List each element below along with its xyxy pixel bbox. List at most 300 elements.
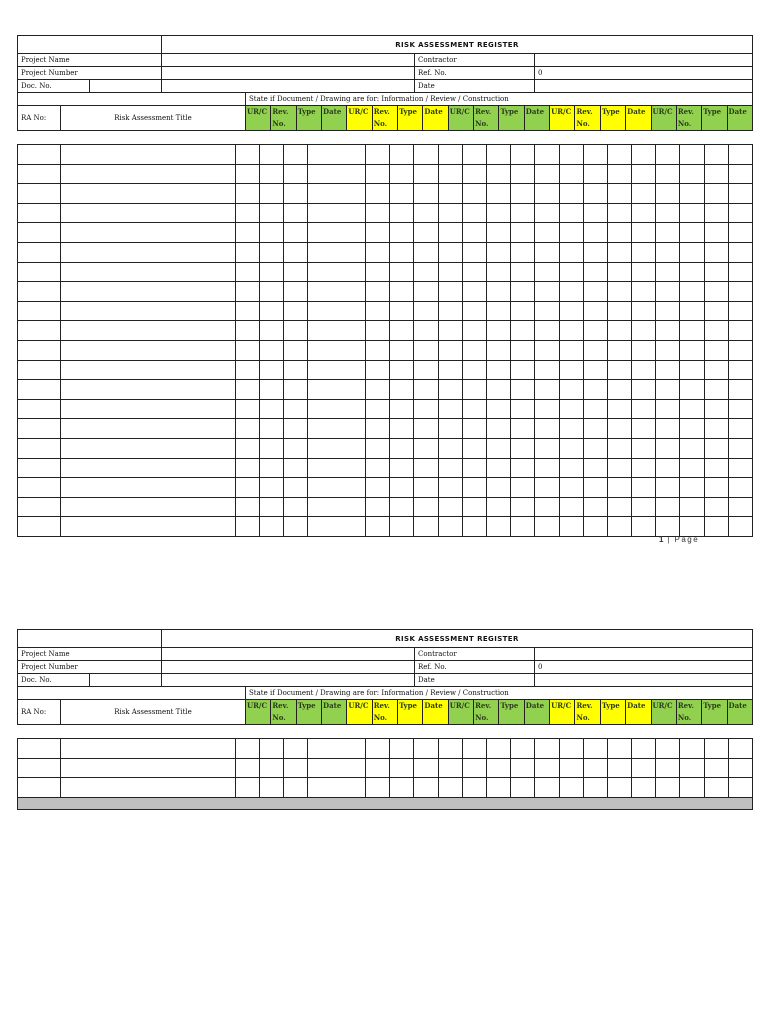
register-cell[interactable] — [607, 517, 631, 537]
register-cell[interactable] — [260, 739, 284, 759]
register-cell[interactable] — [308, 301, 366, 321]
register-cell[interactable] — [704, 321, 728, 341]
register-cell[interactable] — [607, 340, 631, 360]
ra-no-cell[interactable] — [18, 739, 61, 759]
register-cell[interactable] — [535, 497, 559, 517]
register-cell[interactable] — [308, 262, 366, 282]
register-cell[interactable] — [559, 778, 583, 798]
register-cell[interactable] — [680, 758, 704, 778]
register-cell[interactable] — [704, 739, 728, 759]
ra-title-cell[interactable] — [61, 223, 236, 243]
register-cell[interactable] — [462, 301, 486, 321]
register-cell[interactable] — [438, 438, 462, 458]
register-cell[interactable] — [486, 458, 510, 478]
register-cell[interactable] — [366, 282, 390, 302]
register-cell[interactable] — [462, 517, 486, 537]
register-cell[interactable] — [632, 340, 656, 360]
register-cell[interactable] — [366, 203, 390, 223]
register-cell[interactable] — [583, 758, 607, 778]
register-cell[interactable] — [559, 458, 583, 478]
ra-title-cell[interactable] — [61, 262, 236, 282]
register-cell[interactable] — [511, 497, 535, 517]
register-cell[interactable] — [308, 360, 366, 380]
register-cell[interactable] — [438, 282, 462, 302]
register-cell[interactable] — [284, 399, 308, 419]
register-cell[interactable] — [680, 517, 704, 537]
register-cell[interactable] — [535, 758, 559, 778]
ra-title-cell[interactable] — [61, 739, 236, 759]
register-cell[interactable] — [583, 184, 607, 204]
ra-no-cell[interactable] — [18, 282, 61, 302]
register-cell[interactable] — [236, 419, 260, 439]
register-cell[interactable] — [260, 301, 284, 321]
register-cell[interactable] — [462, 478, 486, 498]
register-cell[interactable] — [414, 242, 438, 262]
register-cell[interactable] — [511, 419, 535, 439]
register-cell[interactable] — [632, 399, 656, 419]
register-cell[interactable] — [390, 778, 414, 798]
project-number-field[interactable] — [162, 67, 415, 80]
register-cell[interactable] — [366, 458, 390, 478]
register-cell[interactable] — [462, 497, 486, 517]
ra-no-cell[interactable] — [18, 164, 61, 184]
register-cell[interactable] — [559, 203, 583, 223]
register-cell[interactable] — [486, 184, 510, 204]
register-cell[interactable] — [284, 739, 308, 759]
register-cell[interactable] — [366, 380, 390, 400]
register-cell[interactable] — [656, 242, 680, 262]
register-cell[interactable] — [284, 321, 308, 341]
register-cell[interactable] — [559, 739, 583, 759]
register-cell[interactable] — [728, 145, 752, 165]
register-cell[interactable] — [680, 282, 704, 302]
register-cell[interactable] — [656, 458, 680, 478]
register-cell[interactable] — [414, 758, 438, 778]
register-cell[interactable] — [728, 758, 752, 778]
register-cell[interactable] — [680, 458, 704, 478]
register-cell[interactable] — [535, 145, 559, 165]
register-cell[interactable] — [656, 380, 680, 400]
register-cell[interactable] — [236, 517, 260, 537]
register-cell[interactable] — [535, 282, 559, 302]
register-cell[interactable] — [728, 478, 752, 498]
register-cell[interactable] — [607, 758, 631, 778]
register-cell[interactable] — [236, 301, 260, 321]
register-cell[interactable] — [462, 203, 486, 223]
register-cell[interactable] — [486, 517, 510, 537]
register-cell[interactable] — [632, 145, 656, 165]
register-cell[interactable] — [704, 517, 728, 537]
register-cell[interactable] — [728, 262, 752, 282]
register-cell[interactable] — [462, 321, 486, 341]
register-cell[interactable] — [260, 282, 284, 302]
register-cell[interactable] — [607, 164, 631, 184]
register-cell[interactable] — [607, 184, 631, 204]
register-cell[interactable] — [414, 458, 438, 478]
register-cell[interactable] — [632, 242, 656, 262]
register-cell[interactable] — [728, 242, 752, 262]
register-cell[interactable] — [511, 321, 535, 341]
register-cell[interactable] — [236, 758, 260, 778]
register-cell[interactable] — [583, 262, 607, 282]
register-cell[interactable] — [308, 380, 366, 400]
register-cell[interactable] — [535, 164, 559, 184]
register-cell[interactable] — [704, 419, 728, 439]
register-cell[interactable] — [462, 739, 486, 759]
register-cell[interactable] — [535, 184, 559, 204]
register-cell[interactable] — [414, 419, 438, 439]
ra-no-cell[interactable] — [18, 497, 61, 517]
register-cell[interactable] — [236, 203, 260, 223]
register-cell[interactable] — [366, 242, 390, 262]
register-cell[interactable] — [511, 145, 535, 165]
register-cell[interactable] — [680, 739, 704, 759]
register-cell[interactable] — [656, 419, 680, 439]
register-cell[interactable] — [284, 262, 308, 282]
register-cell[interactable] — [680, 301, 704, 321]
register-cell[interactable] — [308, 497, 366, 517]
register-cell[interactable] — [559, 399, 583, 419]
register-cell[interactable] — [284, 203, 308, 223]
register-cell[interactable] — [704, 380, 728, 400]
register-cell[interactable] — [728, 497, 752, 517]
register-cell[interactable] — [607, 360, 631, 380]
register-cell[interactable] — [607, 419, 631, 439]
register-cell[interactable] — [632, 380, 656, 400]
register-cell[interactable] — [366, 419, 390, 439]
ra-title-cell[interactable] — [61, 164, 236, 184]
ra-title-cell[interactable] — [61, 380, 236, 400]
register-cell[interactable] — [559, 758, 583, 778]
register-cell[interactable] — [486, 145, 510, 165]
register-cell[interactable] — [656, 739, 680, 759]
register-cell[interactable] — [632, 321, 656, 341]
register-cell[interactable] — [308, 739, 366, 759]
register-cell[interactable] — [260, 478, 284, 498]
register-cell[interactable] — [284, 340, 308, 360]
register-cell[interactable] — [308, 164, 366, 184]
ra-title-cell[interactable] — [61, 419, 236, 439]
ra-no-cell[interactable] — [18, 399, 61, 419]
register-cell[interactable] — [704, 458, 728, 478]
register-cell[interactable] — [438, 497, 462, 517]
register-cell[interactable] — [728, 184, 752, 204]
register-cell[interactable] — [260, 164, 284, 184]
register-cell[interactable] — [236, 399, 260, 419]
register-cell[interactable] — [704, 145, 728, 165]
register-cell[interactable] — [632, 301, 656, 321]
register-cell[interactable] — [704, 242, 728, 262]
register-cell[interactable] — [656, 778, 680, 798]
register-cell[interactable] — [535, 380, 559, 400]
register-cell[interactable] — [632, 497, 656, 517]
ra-no-cell[interactable] — [18, 517, 61, 537]
register-cell[interactable] — [728, 282, 752, 302]
register-cell[interactable] — [414, 739, 438, 759]
ra-title-cell[interactable] — [61, 360, 236, 380]
register-cell[interactable] — [236, 145, 260, 165]
register-cell[interactable] — [486, 321, 510, 341]
register-cell[interactable] — [607, 242, 631, 262]
ra-no-cell[interactable] — [18, 360, 61, 380]
register-cell[interactable] — [632, 223, 656, 243]
register-cell[interactable] — [438, 739, 462, 759]
register-cell[interactable] — [414, 203, 438, 223]
ra-no-cell[interactable] — [18, 458, 61, 478]
register-cell[interactable] — [559, 301, 583, 321]
register-cell[interactable] — [414, 340, 438, 360]
register-cell[interactable] — [583, 164, 607, 184]
register-cell[interactable] — [511, 438, 535, 458]
register-cell[interactable] — [607, 458, 631, 478]
ra-no-cell[interactable] — [18, 203, 61, 223]
ref-no-field[interactable]: 0 — [535, 67, 753, 80]
register-cell[interactable] — [607, 497, 631, 517]
register-cell[interactable] — [704, 282, 728, 302]
register-cell[interactable] — [728, 301, 752, 321]
register-cell[interactable] — [656, 360, 680, 380]
register-cell[interactable] — [704, 758, 728, 778]
register-cell[interactable] — [728, 399, 752, 419]
ra-title-cell[interactable] — [61, 399, 236, 419]
register-cell[interactable] — [260, 497, 284, 517]
register-cell[interactable] — [236, 164, 260, 184]
register-cell[interactable] — [390, 739, 414, 759]
register-cell[interactable] — [704, 340, 728, 360]
register-cell[interactable] — [486, 282, 510, 302]
register-cell[interactable] — [680, 380, 704, 400]
ra-no-cell[interactable] — [18, 478, 61, 498]
register-cell[interactable] — [462, 419, 486, 439]
register-cell[interactable] — [728, 458, 752, 478]
register-cell[interactable] — [414, 778, 438, 798]
register-cell[interactable] — [632, 517, 656, 537]
register-cell[interactable] — [414, 438, 438, 458]
register-cell[interactable] — [583, 739, 607, 759]
ra-title-cell[interactable] — [61, 282, 236, 302]
doc-no-field[interactable] — [90, 674, 162, 687]
register-cell[interactable] — [704, 301, 728, 321]
register-cell[interactable] — [260, 458, 284, 478]
project-number-field[interactable] — [162, 661, 415, 674]
register-cell[interactable] — [284, 380, 308, 400]
register-cell[interactable] — [535, 301, 559, 321]
register-cell[interactable] — [704, 223, 728, 243]
register-cell[interactable] — [535, 399, 559, 419]
register-cell[interactable] — [284, 517, 308, 537]
register-cell[interactable] — [462, 262, 486, 282]
register-cell[interactable] — [260, 399, 284, 419]
register-cell[interactable] — [583, 458, 607, 478]
register-cell[interactable] — [390, 419, 414, 439]
register-cell[interactable] — [390, 223, 414, 243]
register-cell[interactable] — [583, 478, 607, 498]
ra-title-cell[interactable] — [61, 497, 236, 517]
register-cell[interactable] — [680, 478, 704, 498]
register-cell[interactable] — [632, 360, 656, 380]
register-cell[interactable] — [462, 184, 486, 204]
register-cell[interactable] — [632, 739, 656, 759]
register-cell[interactable] — [704, 478, 728, 498]
register-cell[interactable] — [511, 758, 535, 778]
register-cell[interactable] — [583, 419, 607, 439]
register-cell[interactable] — [260, 145, 284, 165]
ra-title-cell[interactable] — [61, 321, 236, 341]
register-cell[interactable] — [462, 438, 486, 458]
register-cell[interactable] — [486, 739, 510, 759]
ra-no-cell[interactable] — [18, 184, 61, 204]
register-cell[interactable] — [284, 478, 308, 498]
register-cell[interactable] — [236, 458, 260, 478]
ra-no-cell[interactable] — [18, 321, 61, 341]
register-cell[interactable] — [236, 262, 260, 282]
register-cell[interactable] — [438, 340, 462, 360]
register-cell[interactable] — [284, 223, 308, 243]
register-cell[interactable] — [414, 301, 438, 321]
register-cell[interactable] — [583, 282, 607, 302]
register-cell[interactable] — [656, 758, 680, 778]
register-cell[interactable] — [535, 321, 559, 341]
register-cell[interactable] — [511, 380, 535, 400]
register-cell[interactable] — [583, 340, 607, 360]
register-cell[interactable] — [535, 778, 559, 798]
date-field[interactable] — [535, 80, 753, 93]
register-cell[interactable] — [438, 223, 462, 243]
register-cell[interactable] — [366, 184, 390, 204]
register-cell[interactable] — [284, 497, 308, 517]
register-cell[interactable] — [366, 778, 390, 798]
register-cell[interactable] — [680, 419, 704, 439]
register-cell[interactable] — [535, 438, 559, 458]
register-cell[interactable] — [559, 282, 583, 302]
ra-title-cell[interactable] — [61, 242, 236, 262]
register-cell[interactable] — [607, 380, 631, 400]
register-cell[interactable] — [390, 340, 414, 360]
ra-title-cell[interactable] — [61, 145, 236, 165]
register-cell[interactable] — [366, 497, 390, 517]
register-cell[interactable] — [704, 262, 728, 282]
register-cell[interactable] — [656, 340, 680, 360]
register-cell[interactable] — [260, 758, 284, 778]
register-cell[interactable] — [704, 184, 728, 204]
register-cell[interactable] — [680, 321, 704, 341]
register-cell[interactable] — [511, 164, 535, 184]
register-cell[interactable] — [728, 739, 752, 759]
ra-title-cell[interactable] — [61, 340, 236, 360]
register-cell[interactable] — [559, 419, 583, 439]
register-cell[interactable] — [284, 184, 308, 204]
register-cell[interactable] — [236, 380, 260, 400]
ra-title-cell[interactable] — [61, 458, 236, 478]
register-cell[interactable] — [414, 184, 438, 204]
register-cell[interactable] — [308, 223, 366, 243]
register-cell[interactable] — [607, 399, 631, 419]
ra-title-cell[interactable] — [61, 438, 236, 458]
register-cell[interactable] — [559, 164, 583, 184]
register-cell[interactable] — [559, 340, 583, 360]
register-cell[interactable] — [656, 164, 680, 184]
register-cell[interactable] — [236, 340, 260, 360]
register-cell[interactable] — [366, 739, 390, 759]
register-cell[interactable] — [632, 778, 656, 798]
register-cell[interactable] — [511, 778, 535, 798]
register-cell[interactable] — [535, 419, 559, 439]
register-cell[interactable] — [583, 242, 607, 262]
register-cell[interactable] — [632, 262, 656, 282]
register-cell[interactable] — [680, 145, 704, 165]
register-cell[interactable] — [535, 458, 559, 478]
register-cell[interactable] — [390, 262, 414, 282]
register-cell[interactable] — [607, 145, 631, 165]
register-cell[interactable] — [583, 438, 607, 458]
register-cell[interactable] — [511, 478, 535, 498]
register-cell[interactable] — [236, 321, 260, 341]
register-cell[interactable] — [260, 778, 284, 798]
register-cell[interactable] — [462, 458, 486, 478]
ra-title-cell[interactable] — [61, 778, 236, 798]
register-cell[interactable] — [583, 778, 607, 798]
register-cell[interactable] — [414, 380, 438, 400]
register-cell[interactable] — [680, 497, 704, 517]
register-cell[interactable] — [511, 458, 535, 478]
register-cell[interactable] — [728, 778, 752, 798]
register-cell[interactable] — [583, 380, 607, 400]
register-cell[interactable] — [680, 778, 704, 798]
register-cell[interactable] — [607, 438, 631, 458]
register-cell[interactable] — [284, 438, 308, 458]
register-cell[interactable] — [284, 164, 308, 184]
register-cell[interactable] — [366, 223, 390, 243]
register-cell[interactable] — [438, 321, 462, 341]
register-cell[interactable] — [260, 242, 284, 262]
register-cell[interactable] — [390, 282, 414, 302]
register-cell[interactable] — [511, 739, 535, 759]
register-cell[interactable] — [236, 478, 260, 498]
register-cell[interactable] — [486, 758, 510, 778]
ra-no-cell[interactable] — [18, 262, 61, 282]
register-cell[interactable] — [486, 380, 510, 400]
register-cell[interactable] — [438, 399, 462, 419]
register-cell[interactable] — [390, 478, 414, 498]
register-cell[interactable] — [535, 360, 559, 380]
register-cell[interactable] — [366, 438, 390, 458]
register-cell[interactable] — [486, 478, 510, 498]
date-field[interactable] — [535, 674, 753, 687]
register-cell[interactable] — [680, 184, 704, 204]
ra-title-cell[interactable] — [61, 203, 236, 223]
register-cell[interactable] — [366, 360, 390, 380]
register-cell[interactable] — [462, 380, 486, 400]
register-cell[interactable] — [438, 145, 462, 165]
register-cell[interactable] — [559, 145, 583, 165]
register-cell[interactable] — [511, 301, 535, 321]
ra-no-cell[interactable] — [18, 242, 61, 262]
register-cell[interactable] — [236, 438, 260, 458]
register-cell[interactable] — [236, 282, 260, 302]
register-cell[interactable] — [704, 360, 728, 380]
register-cell[interactable] — [607, 203, 631, 223]
register-cell[interactable] — [656, 497, 680, 517]
register-cell[interactable] — [486, 223, 510, 243]
register-cell[interactable] — [632, 184, 656, 204]
register-cell[interactable] — [414, 321, 438, 341]
register-cell[interactable] — [535, 262, 559, 282]
register-cell[interactable] — [414, 360, 438, 380]
register-cell[interactable] — [414, 282, 438, 302]
register-cell[interactable] — [366, 340, 390, 360]
register-cell[interactable] — [680, 223, 704, 243]
register-cell[interactable] — [656, 203, 680, 223]
